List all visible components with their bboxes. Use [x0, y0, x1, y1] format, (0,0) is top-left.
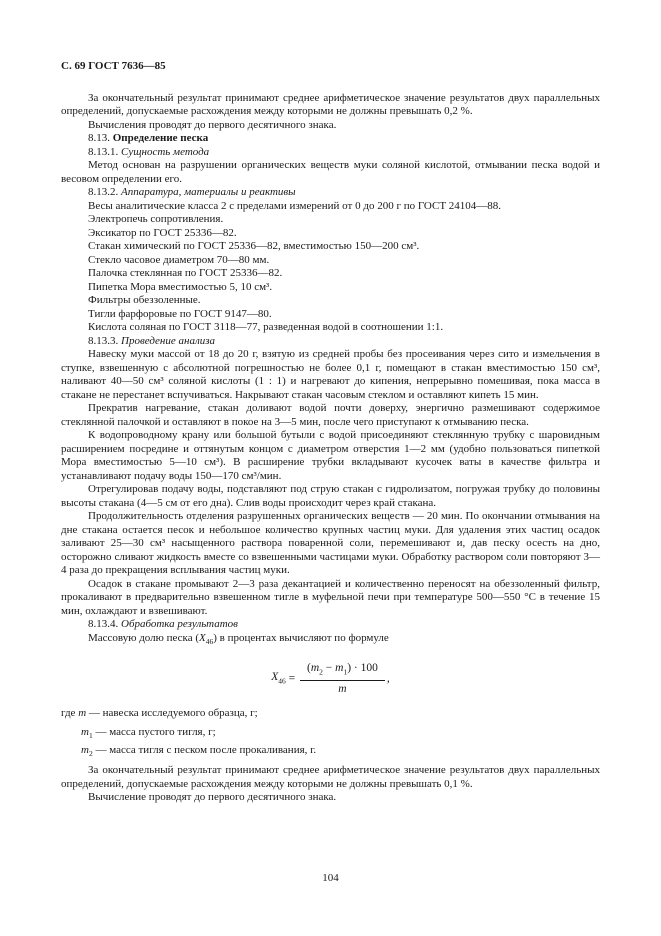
numerator-open-paren: ( [307, 662, 311, 675]
paragraph-calculation-note-1: Вычисления проводят до первого десятичного знака. [88, 118, 337, 131]
paragraph-final-result-prev: За окончательный результат принимают среднее арифметическое значение результатов двух параллельных определений, допускаемые расхождения между которыми не должны превышать 0,2 %. [61, 91, 600, 117]
section-number: 8.13. [88, 132, 110, 144]
subsection-title: Обработка результатов [121, 618, 238, 630]
paragraph-calculation-note-2: Вычисление проводят до первого десятичного знака. [88, 791, 337, 804]
definition-text: — масса пустого тигля, г; [95, 725, 216, 738]
paragraph-analysis: К водопроводному крану или большой бутыли с водой присоединяют стеклянную трубку с шаровидным расширением посредине и оттянутым концом с диаметром отверстия 1—2 мм (удобно пользоваться пипеткой Мора вместимостью 5—10 см³). В расширение трубки вкладывают кусочек ваты в качестве фильтра и устанавливают подачу воды 150—170 см³/мин. [61, 429, 600, 482]
subsection-title: Сущность метода [121, 145, 210, 158]
page-header: С. 69 ГОСТ 7636—85 [61, 60, 166, 72]
formula-block [61, 661, 600, 696]
definition-symbol: m [81, 743, 89, 756]
paragraph-final-result: За окончательный результат принимают среднее арифметическое значение результатов двух параллельных определений, допускаемые расхождения между которыми не должны превышать 0,1 %. [61, 764, 600, 790]
variable-m2: m [310, 662, 320, 675]
definition-m1 [61, 725, 600, 743]
paragraph-formula-intro [61, 632, 600, 649]
subsection-number: 8.13.1. [88, 145, 119, 158]
minus-sign: − [322, 662, 336, 675]
subsection-number: 8.13.2. [88, 186, 119, 198]
paragraph-analysis: Отрегулировав подачу воды, подставляют под струю стакан с гидролизатом, погружая трубку до половины высоты стакана (4—5 см от его дна). Слив воды происходит через край стакана. [61, 483, 600, 509]
formula-variable: X [271, 670, 279, 683]
numerator-tail: ) · 100 [347, 662, 378, 675]
definition-m2 [61, 743, 600, 761]
formula-fraction [300, 661, 385, 696]
formula-trailing-comma: , [386, 672, 390, 685]
subsection-title: Проведение анализа [121, 334, 216, 347]
apparatus-item: Электропечь сопротивления. [88, 213, 224, 225]
apparatus-item: Кислота соляная по ГОСТ 3118—77, разведенная водой в соотношении 1:1. [88, 321, 444, 333]
definition-symbol: m [78, 707, 87, 720]
definition-symbol-subscript: 1 [88, 730, 93, 740]
apparatus-item: Весы аналитические класса 2 с пределами измерений от 0 до 200 г по ГОСТ 24104—88. [88, 199, 502, 212]
definition-m [61, 706, 600, 724]
formula-variable-subscript: 46 [278, 675, 286, 685]
definition-symbol: m [81, 725, 89, 738]
apparatus-item: Стакан химический по ГОСТ 25336—82, вместимостью 150—200 см³. [88, 240, 420, 252]
variable-m1: m [335, 662, 344, 675]
subsection-heading-8-13-3 [61, 335, 600, 349]
definition-text: — масса тигля с песком после прокаливания, г. [95, 743, 317, 756]
page-content [61, 60, 600, 805]
section-title: Определение песка [112, 132, 209, 144]
subsection-heading-8-13-2 [61, 186, 600, 200]
variable-m2-subscript: 2 [319, 667, 323, 677]
equals-sign: = [285, 672, 298, 685]
where-keyword: где [61, 707, 76, 720]
definition-symbol-subscript: 2 [88, 749, 93, 759]
paragraph-analysis: Навеску муки массой от 18 до 20 г, взятую из средней пробы без просеивания через сито и измельчения в ступке, взвешенную с абсолютной погрешностью не более 0,1 г, помещают в стакан вместимостью 150 см³, наливают 40—50 см³ соляной кислоты (1 : 1) и нагревают до кипения, непрерывно помешивая, пока масса в стакане не перестанет вспучиваться. Накрывают стакан часовым стеклом и оставляют кипеть 15 мин. [61, 348, 600, 401]
subsection-title: Аппаратура, материалы и реактивы [121, 186, 296, 198]
paragraph-analysis: Осадок в стакане промывают 2—3 раза декантацией и количественно переносят на обеззоленный фильтр, прокаливают в предварительно взвешенном тигле в муфельной печи при температуре 500—550 °С в течение 15 мин, охлаждают и взвешивают. [61, 577, 600, 617]
apparatus-item: Палочка стеклянная по ГОСТ 25336—82. [88, 267, 283, 279]
fraction-denominator [300, 681, 385, 696]
paragraph-method-essence: Метод основан на разрушении органических веществ муки соляной кислотой, отмывании песка водой и весовом определении его. [61, 159, 600, 185]
variable-m: m [338, 683, 347, 696]
apparatus-item: Фильтры обеззоленные. [88, 294, 201, 306]
subsection-heading-8-13-4 [61, 618, 600, 632]
subsection-number: 8.13.4. [88, 618, 119, 630]
formula-definitions [61, 706, 600, 761]
formula-intro-text: Массовую долю песка ( [88, 631, 200, 644]
page-number: 104 [322, 872, 339, 884]
definition-text: — навеска исследуемого образца, г; [88, 707, 258, 720]
formula-intro-subscript: 46 [205, 636, 214, 646]
section-heading-8-13 [61, 132, 600, 146]
apparatus-item: Пипетка Мора вместимостью 5, 10 см³. [88, 280, 273, 293]
fraction-numerator [300, 661, 385, 681]
formula-lhs [271, 671, 286, 683]
paragraph-analysis: Прекратив нагревание, стакан доливают водой почти доверху, энергично размешивают содержимое стеклянной палочкой и оставляют в покое на 3—5 мин, после чего приступают к отмыванию песка. [61, 402, 600, 428]
apparatus-item: Эксикатор по ГОСТ 25336—82. [88, 226, 237, 239]
apparatus-item: Стекло часовое диаметром 70—80 мм. [88, 253, 270, 266]
formula-intro-text: ) в процентах вычисляют по формуле [213, 631, 389, 644]
variable-m1-subscript: 1 [343, 667, 348, 677]
subsection-number: 8.13.3. [88, 334, 119, 347]
paragraph-analysis: Продолжительность отделения разрушенных органических веществ — 20 мин. По окончании отмывания на дне стакана остается песок и небольшое количество крупных частиц муки. Для удаления этих частиц осадок заливают 25—30 см³ насыщенного раствора поваренной соли, перемешивают и, дав песку осесть на дно, осторожно сливают жидкость вместе со взвешенными частицами муки. Обработку раствором соли повторяют 3—4 раза до прекращения всплывания частиц муки. [61, 510, 600, 576]
formula-intro-variable: X [199, 631, 206, 644]
subsection-heading-8-13-1 [61, 146, 600, 160]
apparatus-item: Тигли фарфоровые по ГОСТ 9147—80. [88, 307, 272, 320]
